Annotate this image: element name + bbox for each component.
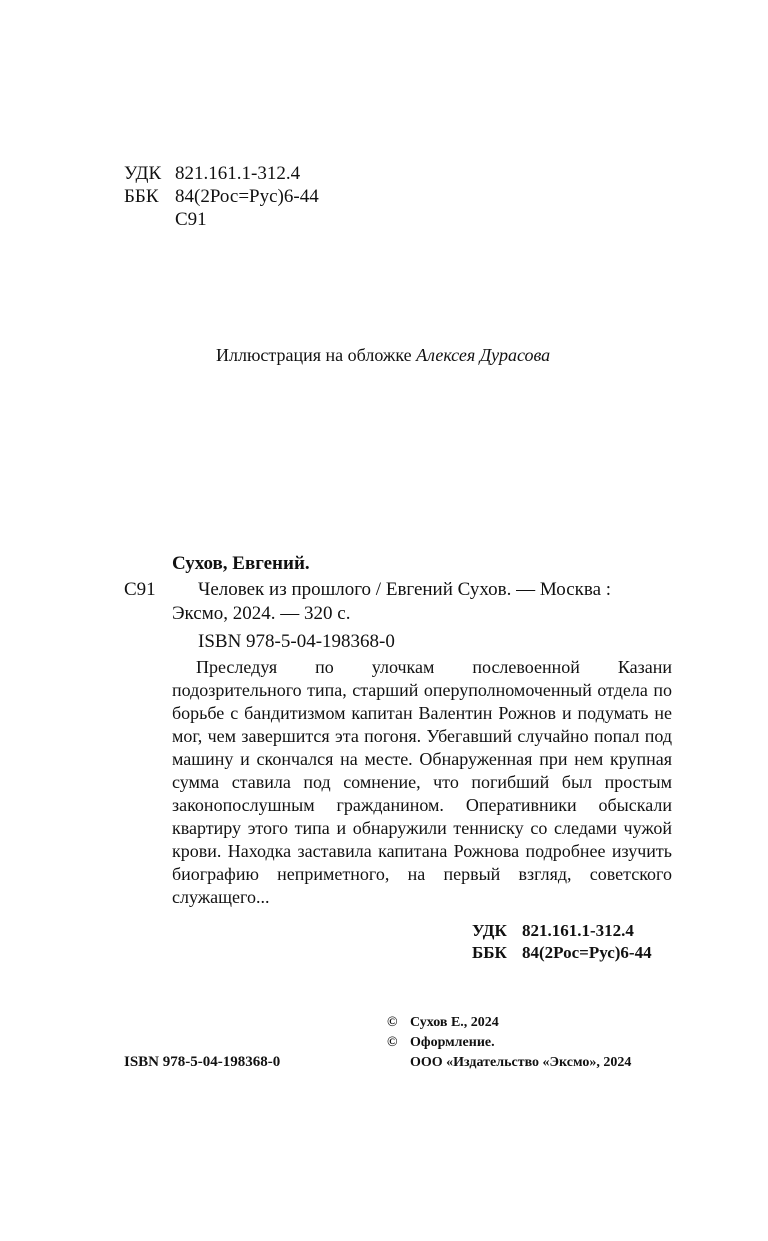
bottom-udk-label: УДК	[472, 921, 507, 940]
record-sign: С91	[124, 579, 156, 600]
copyright-author: Сухов Е., 2024	[410, 1015, 499, 1030]
isbn-bottom: ISBN 978-5-04-198368-0	[124, 1054, 281, 1070]
illustration-credit	[216, 345, 550, 366]
udk-value: 821.161.1-312.4	[175, 163, 301, 184]
bbk-value: 84(2Рос=Рус)6-44	[175, 186, 319, 207]
author-heading: Сухов, Евгений.	[172, 553, 310, 574]
illustration-prefix: Иллюстрация на обложке	[216, 345, 412, 365]
title-line-2: Эксмо, 2024. — 320 с.	[172, 603, 351, 624]
copyright-symbol-1: ©	[387, 1015, 398, 1030]
illustration-artist: Алексея Дурасова	[416, 345, 551, 365]
bottom-bbk-value: 84(2Рос=Рус)6-44	[522, 943, 652, 962]
copyright-symbol-2: ©	[387, 1035, 398, 1050]
record-isbn: ISBN 978-5-04-198368-0	[198, 631, 395, 652]
author-sign: С91	[175, 209, 207, 230]
bottom-udk-value: 821.161.1-312.4	[522, 921, 634, 940]
annotation: Преследуя по улочкам послевоенной Казани подозрительного типа, старший оперуполномоченный отдела по борьбе с бандитизмом капитан Валентин Рожнов и подумать не мог, чем завершится эта погоня. Убегавший случайно попал под машину и скончался на месте. Обнаруженная при нем крупная сумма ставила под сомнение, что погибший был простым законопослушным гражданином. Оперативники обыскали квартиру этого типа и обнаружили тенниску со следами чужой крови. Находка заставила капитана Рожнова подробнее изучить биографию неприметного, на первый взгляд, советского служащего...	[172, 657, 672, 907]
title-line-1: Человек из прошлого / Евгений Сухов. — Москва :	[198, 579, 612, 600]
bbk-label: ББК	[124, 186, 159, 207]
udk-label: УДК	[124, 163, 162, 184]
copyright-publisher: ООО «Издательство «Эксмо», 2024	[410, 1055, 632, 1070]
copyright-design: Оформление.	[410, 1035, 495, 1050]
bottom-bbk-label: ББК	[472, 943, 507, 962]
